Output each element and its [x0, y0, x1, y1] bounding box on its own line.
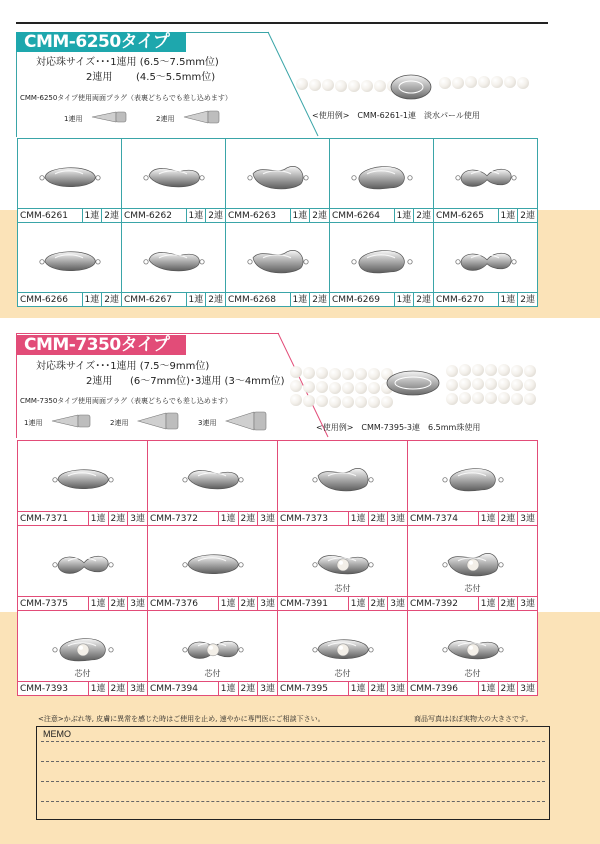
strand-option[interactable]: 3連	[387, 597, 407, 610]
section1-plug1-label: 1連用	[64, 115, 83, 123]
product-code: CMM-7375	[20, 599, 68, 609]
memo-line	[41, 741, 545, 742]
product-cell[interactable]	[407, 440, 538, 526]
section2-example-caption: <使用例> CMM-7395-3連 6.5mm珠使用	[316, 423, 481, 432]
product-label-row	[330, 208, 433, 222]
strand-option[interactable]: 1連	[290, 293, 310, 306]
section1-title: CMM-6250タイプ	[16, 32, 186, 52]
pearl	[459, 364, 471, 376]
pearl	[459, 392, 471, 404]
product-label-row	[148, 511, 277, 525]
strand-option[interactable]: 3連	[387, 512, 407, 525]
product-cell[interactable]	[17, 440, 148, 526]
pearl	[491, 76, 503, 88]
plug-1strand-image	[50, 412, 94, 430]
product-label-row	[278, 511, 407, 525]
memo-line	[41, 781, 545, 782]
section2-plug-note: CMM-7350タイプ使用両面プラグ（表裏どちらでも差し込めます）	[20, 397, 232, 405]
strand-option[interactable]: 2連	[238, 597, 258, 610]
clasp-image	[386, 72, 436, 106]
product-label-row	[18, 681, 147, 695]
pearl	[511, 379, 523, 391]
clasp-image	[52, 549, 114, 581]
product-code: CMM-6269	[332, 295, 380, 305]
pearl	[446, 379, 458, 391]
product-cell[interactable]	[121, 222, 226, 307]
pearl	[368, 396, 380, 408]
strand-option[interactable]: 2連	[413, 293, 433, 306]
strand-option[interactable]: 1連	[218, 682, 238, 695]
product-cell[interactable]	[225, 138, 330, 223]
strand-option[interactable]: 2連	[498, 512, 518, 525]
top-rule	[16, 22, 548, 24]
core-label: 芯付	[464, 584, 481, 593]
product-code: CMM-6261	[20, 211, 68, 221]
product-cell[interactable]	[329, 138, 434, 223]
product-code: CMM-7372	[150, 514, 198, 524]
pearl	[329, 382, 341, 394]
strand-option[interactable]: 2連	[108, 597, 128, 610]
product-code: CMM-7376	[150, 599, 198, 609]
product-code: CMM-6270	[436, 295, 484, 305]
strand-option[interactable]: 1連	[478, 682, 498, 695]
pearl	[303, 381, 315, 393]
clasp-image	[182, 549, 244, 581]
pearl	[446, 365, 458, 377]
product-cell[interactable]	[329, 222, 434, 307]
strand-option[interactable]: 3連	[257, 682, 277, 695]
strand-option[interactable]: 2連	[108, 512, 128, 525]
pearl	[524, 393, 536, 405]
product-cell[interactable]	[17, 222, 122, 307]
plug-1strand-image	[90, 108, 130, 126]
pearl	[342, 382, 354, 394]
clasp-image	[442, 634, 504, 666]
section1-example-caption: <使用例> CMM-6261-1連 淡水パール使用	[312, 111, 480, 120]
clasp-image	[442, 464, 504, 496]
clasp-image	[52, 464, 114, 496]
pearl	[296, 78, 308, 90]
product-code: CMM-6262	[124, 211, 172, 221]
strand-option[interactable]: 2連	[413, 209, 433, 222]
pearl	[472, 392, 484, 404]
core-label: 芯付	[334, 584, 351, 593]
pearl	[316, 395, 328, 407]
clasp-image	[39, 245, 101, 277]
product-cell[interactable]	[277, 525, 408, 611]
product-label-row	[408, 511, 537, 525]
strand-option[interactable]: 3連	[517, 597, 537, 610]
memo-line	[41, 801, 545, 802]
product-label-row	[148, 681, 277, 695]
memo-line	[41, 761, 545, 762]
strand-option[interactable]: 3連	[127, 597, 147, 610]
product-cell[interactable]	[147, 525, 278, 611]
product-code: CMM-7393	[20, 684, 68, 694]
memo-box[interactable]	[36, 726, 550, 820]
strand-option[interactable]: 1連	[88, 682, 108, 695]
product-code: CMM-7396	[410, 684, 458, 694]
pearl	[517, 77, 529, 89]
product-code: CMM-6266	[20, 295, 68, 305]
section1-plug2-label: 2連用	[156, 115, 175, 123]
clasp-image	[39, 161, 101, 193]
product-cell[interactable]	[433, 138, 538, 223]
clasp-image	[247, 245, 309, 277]
clasp-image	[143, 245, 205, 277]
strand-option[interactable]: 1連	[498, 293, 518, 306]
pearl	[472, 364, 484, 376]
strand-option[interactable]: 1連	[348, 597, 368, 610]
product-label-row	[148, 596, 277, 610]
core-label: 芯付	[204, 669, 221, 678]
strand-option[interactable]: 1連	[394, 293, 414, 306]
product-label-row	[226, 292, 329, 306]
photo-size-note: 商品写真はほぼ実物大の大きさです。	[414, 715, 533, 723]
clasp-image	[143, 161, 205, 193]
pearl	[511, 393, 523, 405]
product-cell[interactable]	[277, 440, 408, 526]
product-label-row	[18, 596, 147, 610]
core-label: 芯付	[74, 669, 91, 678]
strand-option[interactable]: 1連	[88, 597, 108, 610]
strand-option[interactable]: 1連	[218, 597, 238, 610]
core-label: 芯付	[464, 669, 481, 678]
clasp-image	[182, 634, 244, 666]
pearl	[361, 80, 373, 92]
product-label-row	[330, 292, 433, 306]
pearl	[322, 79, 334, 91]
section2-plug1-label: 1連用	[24, 419, 43, 427]
product-code: CMM-6263	[228, 211, 276, 221]
section1-spec-line1: 対応珠サイズ･･･1連用 (6.5〜7.5mm位)	[36, 57, 219, 68]
pearl	[342, 396, 354, 408]
strand-option[interactable]: 2連	[309, 293, 329, 306]
pearl	[446, 393, 458, 405]
pearl	[439, 77, 451, 89]
pearl	[374, 80, 386, 92]
product-cell[interactable]	[147, 440, 278, 526]
strand-option[interactable]: 1連	[394, 209, 414, 222]
strand-option[interactable]: 1連	[82, 209, 102, 222]
clasp-image	[52, 634, 114, 666]
strand-option[interactable]: 1連	[290, 209, 310, 222]
strand-option[interactable]: 1連	[218, 512, 238, 525]
pearl	[485, 364, 497, 376]
strand-option[interactable]: 2連	[368, 512, 388, 525]
pearl	[335, 80, 347, 92]
pearl	[524, 365, 536, 377]
product-cell[interactable]	[17, 525, 148, 611]
strand-option[interactable]: 2連	[238, 512, 258, 525]
section2-plug3-label: 3連用	[198, 419, 217, 427]
section1-example-image	[296, 66, 526, 106]
product-cell[interactable]	[225, 222, 330, 307]
strand-option[interactable]: 2連	[101, 293, 121, 306]
pearl	[316, 367, 328, 379]
pearl	[355, 382, 367, 394]
memo-label: MEMO	[43, 729, 71, 739]
clasp-image	[382, 368, 444, 402]
section1-plug-note: CMM-6250タイプ使用両面プラグ（表裏どちらでも差し込めます）	[20, 94, 232, 102]
pearl	[290, 366, 302, 378]
pearl	[342, 368, 354, 380]
pearl	[478, 76, 490, 88]
product-cell[interactable]	[407, 610, 538, 696]
strand-option[interactable]: 2連	[205, 209, 225, 222]
strand-option[interactable]: 2連	[368, 682, 388, 695]
pearl	[316, 381, 328, 393]
section1-spec-line2b: (4.5〜5.5mm位)	[136, 72, 216, 83]
section2-spec-line2b: (6〜7mm位)･3連用 (3〜4mm位)	[130, 376, 285, 387]
section1-spec-line2a: 2連用	[86, 72, 113, 83]
product-label-row	[434, 292, 537, 306]
product-label-row	[408, 681, 537, 695]
product-code: CMM-7371	[20, 514, 68, 524]
pearl	[290, 380, 302, 392]
pearl	[290, 394, 302, 406]
pearl	[504, 76, 516, 88]
strand-option[interactable]: 2連	[309, 209, 329, 222]
clasp-image	[312, 634, 374, 666]
pearl	[498, 364, 510, 376]
pearl	[511, 365, 523, 377]
strand-option[interactable]: 3連	[127, 512, 147, 525]
product-code: CMM-7392	[410, 599, 458, 609]
section2-plug2-label: 2連用	[110, 419, 129, 427]
clasp-image	[247, 161, 309, 193]
strand-option[interactable]: 2連	[498, 597, 518, 610]
pearl	[348, 80, 360, 92]
strand-option[interactable]: 1連	[186, 209, 206, 222]
product-cell[interactable]	[433, 222, 538, 307]
product-code: CMM-7374	[410, 514, 458, 524]
pearl	[498, 378, 510, 390]
strand-option[interactable]: 2連	[108, 682, 128, 695]
product-label-row	[18, 292, 121, 306]
strand-option[interactable]: 2連	[205, 293, 225, 306]
product-label-row	[434, 208, 537, 222]
product-label-row	[122, 208, 225, 222]
product-cell[interactable]	[147, 610, 278, 696]
product-cell[interactable]	[407, 525, 538, 611]
pearl	[303, 367, 315, 379]
strand-option[interactable]: 1連	[348, 682, 368, 695]
strand-option[interactable]: 3連	[257, 512, 277, 525]
core-label: 芯付	[334, 669, 351, 678]
clasp-image	[455, 161, 517, 193]
strand-option[interactable]: 3連	[517, 512, 537, 525]
plug-2strand-image	[136, 410, 182, 432]
strand-option[interactable]: 2連	[498, 682, 518, 695]
pearl	[329, 368, 341, 380]
clasp-image	[351, 245, 413, 277]
pearl	[485, 392, 497, 404]
pearl	[368, 382, 380, 394]
pearl	[368, 368, 380, 380]
product-cell[interactable]	[17, 610, 148, 696]
clasp-image	[182, 464, 244, 496]
pearl	[459, 378, 471, 390]
pearl	[498, 392, 510, 404]
product-label-row	[226, 208, 329, 222]
product-cell[interactable]	[277, 610, 408, 696]
product-label-row	[408, 596, 537, 610]
pearl	[303, 395, 315, 407]
product-code: CMM-7373	[280, 514, 328, 524]
clasp-image	[312, 464, 374, 496]
strand-option[interactable]: 1連	[478, 597, 498, 610]
product-cell[interactable]	[17, 138, 122, 223]
strand-option[interactable]: 3連	[517, 682, 537, 695]
pearl	[472, 378, 484, 390]
strand-option[interactable]: 1連	[82, 293, 102, 306]
pearl	[485, 378, 497, 390]
product-label-row	[18, 511, 147, 525]
strand-option[interactable]: 3連	[387, 682, 407, 695]
product-cell[interactable]	[121, 138, 226, 223]
caution-note: <注意>かぶれ等, 皮膚に異常を感じた時はご使用を止め, 速やかに専門医にご相談下さい。	[38, 715, 325, 723]
section2-spec-line1: 対応珠サイズ･･･1連用 (7.5〜9mm位)	[36, 361, 210, 372]
product-code: CMM-6268	[228, 295, 276, 305]
strand-option[interactable]: 1連	[186, 293, 206, 306]
product-code: CMM-7391	[280, 599, 328, 609]
pearl	[355, 368, 367, 380]
section2-example-image	[290, 366, 536, 418]
product-code: CMM-7394	[150, 684, 198, 694]
product-code: CMM-6267	[124, 295, 172, 305]
pearl	[452, 77, 464, 89]
pearl	[355, 396, 367, 408]
clasp-image	[442, 549, 504, 581]
plug-2strand-image	[182, 108, 222, 126]
pearl	[329, 396, 341, 408]
strand-option[interactable]: 1連	[478, 512, 498, 525]
strand-option[interactable]: 2連	[101, 209, 121, 222]
section2-title: CMM-7350タイプ	[16, 335, 186, 355]
clasp-image	[351, 161, 413, 193]
plug-3strand-image	[224, 410, 270, 432]
product-code: CMM-6265	[436, 211, 484, 221]
pearl	[465, 76, 477, 88]
product-label-row	[18, 208, 121, 222]
strand-option[interactable]: 1連	[88, 512, 108, 525]
section2-spec-line2a: 2連用	[86, 376, 113, 387]
strand-option[interactable]: 2連	[517, 209, 537, 222]
strand-option[interactable]: 2連	[238, 682, 258, 695]
clasp-image	[455, 245, 517, 277]
product-label-row	[122, 292, 225, 306]
strand-option[interactable]: 3連	[257, 597, 277, 610]
strand-option[interactable]: 1連	[498, 209, 518, 222]
strand-option[interactable]: 2連	[368, 597, 388, 610]
strand-option[interactable]: 2連	[517, 293, 537, 306]
pearl	[309, 79, 321, 91]
strand-option[interactable]: 3連	[127, 682, 147, 695]
strand-option[interactable]: 1連	[348, 512, 368, 525]
product-label-row	[278, 681, 407, 695]
product-label-row	[278, 596, 407, 610]
clasp-image	[312, 549, 374, 581]
product-code: CMM-7395	[280, 684, 328, 694]
pearl	[524, 379, 536, 391]
product-code: CMM-6264	[332, 211, 380, 221]
